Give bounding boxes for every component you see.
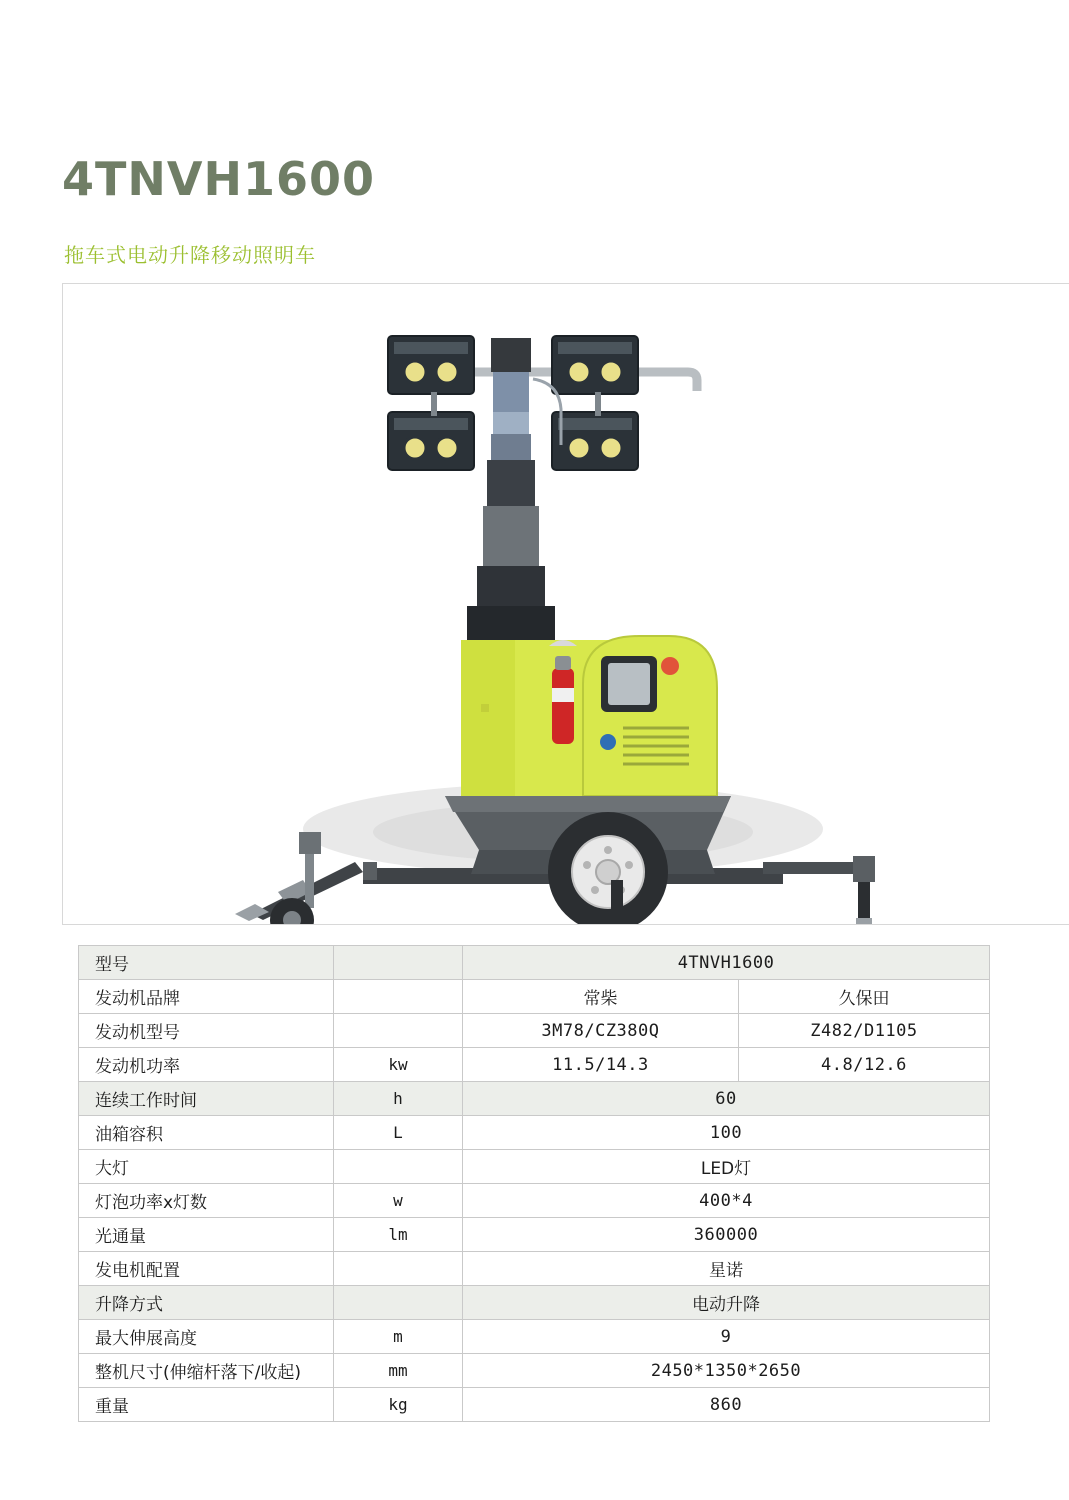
table-row <box>79 946 990 980</box>
table-row <box>79 980 990 1014</box>
spec-name: 发动机型号 <box>79 1014 334 1048</box>
spec-value: 2450*1350*2650 <box>463 1354 990 1388</box>
spec-unit: h <box>334 1082 463 1116</box>
spec-unit: lm <box>334 1218 463 1252</box>
table-row <box>79 1116 990 1150</box>
spec-value: 360000 <box>463 1218 990 1252</box>
spec-value: 60 <box>463 1082 990 1116</box>
table-row <box>79 1354 990 1388</box>
spec-name: 灯泡功率x灯数 <box>79 1184 334 1218</box>
table-row <box>79 1252 990 1286</box>
spec-value: 4TNVH1600 <box>463 946 990 980</box>
spec-name: 发动机品牌 <box>79 980 334 1014</box>
spec-unit <box>334 946 463 980</box>
spec-unit <box>334 1150 463 1184</box>
spec-value-alt: 4.8/12.6 <box>738 1048 989 1082</box>
spec-name: 最大伸展高度 <box>79 1320 334 1354</box>
spec-unit: kw <box>334 1048 463 1082</box>
spec-unit <box>334 1286 463 1320</box>
spec-table-body <box>79 946 990 1422</box>
spec-unit <box>334 1014 463 1048</box>
spec-unit <box>334 1252 463 1286</box>
page-title: 4TNVH1600 <box>62 152 376 206</box>
spec-value: 860 <box>463 1388 990 1422</box>
spec-value: 3M78/CZ380Q <box>463 1014 739 1048</box>
light-tower-trailer-photo <box>63 284 1069 924</box>
spec-name: 整机尺寸(伸缩杆落下/收起) <box>79 1354 334 1388</box>
spec-unit: mm <box>334 1354 463 1388</box>
spec-value: LED灯 <box>463 1150 990 1184</box>
page-subtitle: 拖车式电动升降移动照明车 <box>64 243 316 267</box>
spec-name: 发电机配置 <box>79 1252 334 1286</box>
spec-name: 升降方式 <box>79 1286 334 1320</box>
spec-value: 11.5/14.3 <box>463 1048 739 1082</box>
spec-name: 发动机功率 <box>79 1048 334 1082</box>
spec-value: 9 <box>463 1320 990 1354</box>
table-row <box>79 1150 990 1184</box>
spec-name: 型号 <box>79 946 334 980</box>
spec-value: 星诺 <box>463 1252 990 1286</box>
spec-unit: m <box>334 1320 463 1354</box>
spec-value: 电动升降 <box>463 1286 990 1320</box>
table-row <box>79 1014 990 1048</box>
spec-value-alt: 久保田 <box>738 980 989 1014</box>
spec-value-alt: Z482/D1105 <box>738 1014 989 1048</box>
spec-unit: w <box>334 1184 463 1218</box>
spec-value: 常柴 <box>463 980 739 1014</box>
product-image-frame <box>62 283 1069 925</box>
spec-unit <box>334 980 463 1014</box>
table-row <box>79 1286 990 1320</box>
table-row <box>79 1184 990 1218</box>
spec-name: 连续工作时间 <box>79 1082 334 1116</box>
table-row <box>79 1048 990 1082</box>
spec-name: 光通量 <box>79 1218 334 1252</box>
spec-unit: L <box>334 1116 463 1150</box>
spec-value: 100 <box>463 1116 990 1150</box>
spec-name: 重量 <box>79 1388 334 1422</box>
spec-unit: kg <box>334 1388 463 1422</box>
table-row <box>79 1082 990 1116</box>
spec-name: 油箱容积 <box>79 1116 334 1150</box>
spec-value: 400*4 <box>463 1184 990 1218</box>
table-row <box>79 1218 990 1252</box>
table-row <box>79 1388 990 1422</box>
table-row <box>79 1320 990 1354</box>
specification-table <box>78 945 990 1422</box>
spec-name: 大灯 <box>79 1150 334 1184</box>
